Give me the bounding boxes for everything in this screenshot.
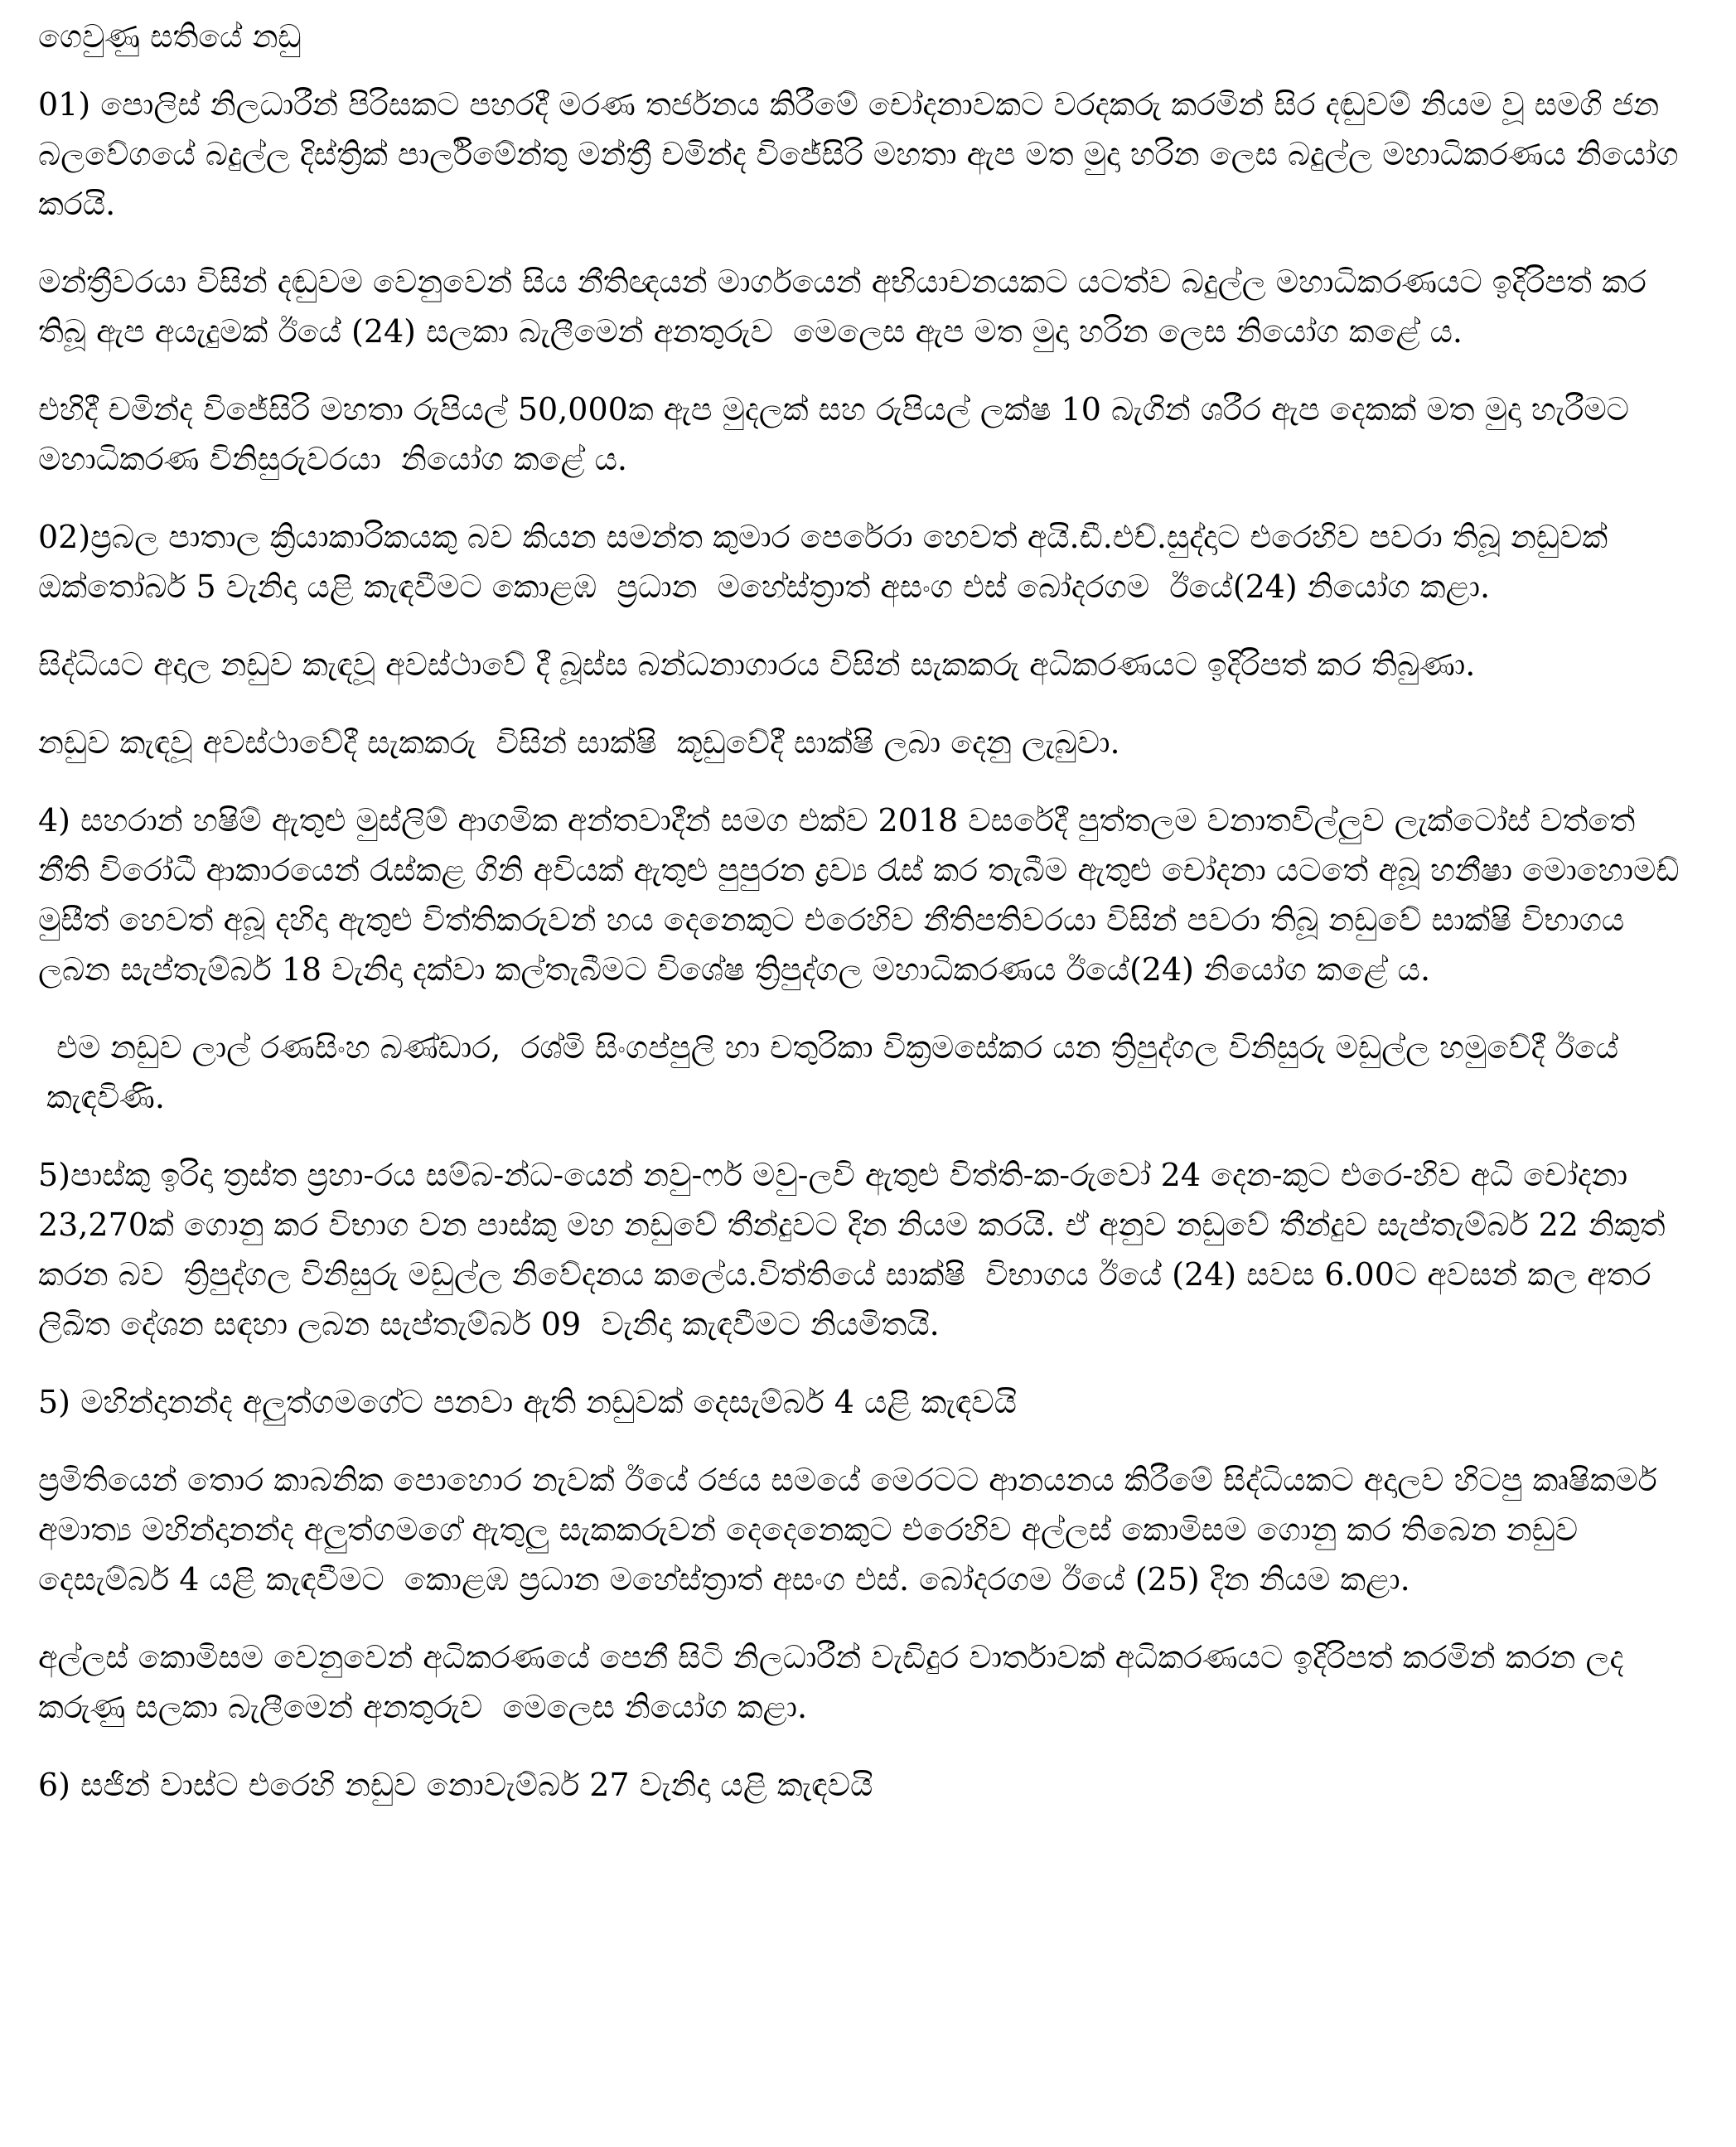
paragraph-11: ප්‍රමිතියෙන් තොර කාබනික පොහොර නැවක් ඊයේ රජය සමයේ මෙරටට ආනයනය කිරීමේ සිද්ධියකට අදාලව හිටපු කෘෂිකර්ම අමාත්‍ය මහින්දානන්ද අලුත්ගමගේ ඇතුලු සැකකරුවන් දෙදෙනෙකුට එරෙහිව අල්ලස් කොමිසම ගොනු කර තිබෙන නඩුව දෙසැම්බර් 4 යළි කැඳවීමට කොළඹ ප්‍රධාන මහේස්ත්‍රාත් අසංග එස්. බෝදරගම ඊයේ (25) දින නියම කළා. [38,1462,1667,1598]
document-page [38,12,1695,1810]
paragraph-5: සිද්ධියට අදාල නඩුව කැඳවූ අවස්ථාවේ දී බූස්ස බන්ධනාගාරය විසින් සැකකරු අධිකරණයට ඉදිරිපත් කර තිබුණා. [38,646,1476,683]
paragraph-2: මන්ත්‍රීවරයා විසින් දඬුවම වෙනුවෙන් සිය නීතිඥයන් මාර්ගයෙන් අභියාචනයකට යටත්ව බදුල්ල මහාධිකරණයට ඉදිරිපත් කර තිබූ ඇප අයැදුමක් ඊයේ (24) සලකා බැලීමෙන් අනතුරුව මෙලෙස ඇප මත මුදා හරින ලෙස නියෝග කළේ ය. [38,264,1656,350]
paragraph-10-heading: 5) මහින්දානන්ද අලුත්ගමගේට පනවා ඇති නඩුවක් දෙසැම්බර් 4 යළි කැඳවයි [38,1384,1017,1420]
paragraph-7: 4) සහරාන් හෂිම් ඇතුළු මුස්ලිම් ආගමික අන්තවාදීන් සමග එක්ව 2018 වසරේදී පුත්තලම වනාතවිල්ලුව ලැක්ටෝස් වත්තේ නීති විරෝධී ආකාරයෙන් රැස්කළ ගිනි අවියක් ඇතුළු පුපුරන ද්‍රව්‍ය රැස් කර තැබීම ඇතුළු චෝදනා යටතේ අබූ හනීෂා මොහොමඩ් මුසීත් හෙවත් අබූ දහිදා ඇතුළු විත්තිකරුවන් හය දෙනෙකුට එරෙහිව නීතිපතිවරයා විසින් පවරා තිබූ නඩුවේ සාක්ෂි විභාගය ලබන සැප්තැම්බර් 18 වැනිදා දක්වා කල්තැබීමට විශේෂ ත්‍රිපුද්ගල මහාධිකරණය ඊයේ(24) නියෝග කළේ ය. [38,802,1690,988]
paragraph-12: අල්ලස් කොමිසම වෙනුවෙන් අධිකරණයේ පෙනී සිටි නිලධාරීන් වැඩිදුර වාර්තාවක් අධිකරණයට ඉදිරිපත් කරමින් කරන ලද කරුණු සලකා බැලීමෙන් අනතුරුව මෙලෙස නියෝග කළා. [38,1639,1634,1725]
paragraph-1: 01) පොලිස් නිලධාරීන් පිරිසකට පහරදී මරණ තර්ජනය කිරීමේ චෝදනාවකට වරදකරු කරමින් සිර දඬුවම් නියම වූ සමගි ජන බලවේගයේ බදුල්ල දිස්ත්‍රික් පාර්ලිමේන්තු මන්ත්‍රී චමින්ද විජේසිරි මහතා ඇප මත මුදා හරින ලෙස බදුල්ල මහාධිකරණය නියෝග කරයි. [38,86,1689,222]
paragraph-3: එහිදී චමින්ද විජේසිරි මහතා රුපියල් 50,000ක ඇප මුදලක් සහ රුපියල් ලක්ෂ 10 බැගින් ශරීර ඇප දෙකක් මත මුදා හැරීමට මහාධිකරණ විනිසුරුවරයා නියෝග කළේ ය. [38,391,1640,477]
paragraph-13-heading: 6) සජින් වාස්ට එරෙහි නඩුව නොවැම්බර් 27 වැනිදා යළි කැඳවයි [38,1767,873,1803]
paragraph-4: 02)ප්‍රබල පාතාල ක්‍රියාකාරිකයකු බව කියන සමන්ත කුමාර පෙරේරා හෙවත් අයි.ඩී.එච්.සුද්දාට එරෙහිව පවරා තිබූ නඩුවක් ඔක්තෝබර් 5 වැනිදා යළි කැඳවීමට කොළඹ ප්‍රධාන මහේස්ත්‍රාත් අසංග එස් බෝදරගම ඊයේ(24) නියෝග කළා. [38,519,1618,605]
paragraph-9: 5)පාස්කු ඉරිදා ත්‍රස්ත ප්‍රහා-රය සම්බ-න්ධ-යෙන් නවු-ෆර් මවු-ලවි ඇතුළු විත්ති-ක-රුවෝ 24 දෙන-කුට එරෙ-හිව අධි චෝදනා 23,270ක් ගොනු කර විභාග වන පාස්කු මහ නඩුවේ තීන්දුවට දින නියම කරයි. ඒ අනුව නඩුවේ තීන්දුව සැප්තැම්බර් 22 නිකුත් කරන බව ත්‍රිපුද්ගල විනිසුරු මඩුල්ල නිවේදනය කලේය.විත්තියේ සාක්ෂි විභාගය ඊයේ (24) සවස 6.00ට අවසන් කල අතර ලිඛිත දේශන සඳහා ලබන සැප්තැම්බර් 09 වැනිදා කැඳවීමට නියමිතයි. [38,1157,1676,1342]
paragraph-6: නඩුව කැඳවූ අවස්ථාවේදී සැකකරු විසින් සාක්ෂි කූඩුවේදී සාක්ෂි ලබා දෙනු ලැබුවා. [38,724,1120,761]
paragraph-8: එම නඩුව ලාල් රණසිංහ බණ්ඩාර, රශ්මි සිංගප්පුලි හා චතුරිකා වික්‍රමසේකර යන ත්‍රිපුද්ගල විනිසුරු මඩුල්ල හමුවේදී ඊයේ කැඳවිණි. [46,1029,1629,1115]
page-title: ගෙවුණු සතියේ නඩු [38,18,302,55]
